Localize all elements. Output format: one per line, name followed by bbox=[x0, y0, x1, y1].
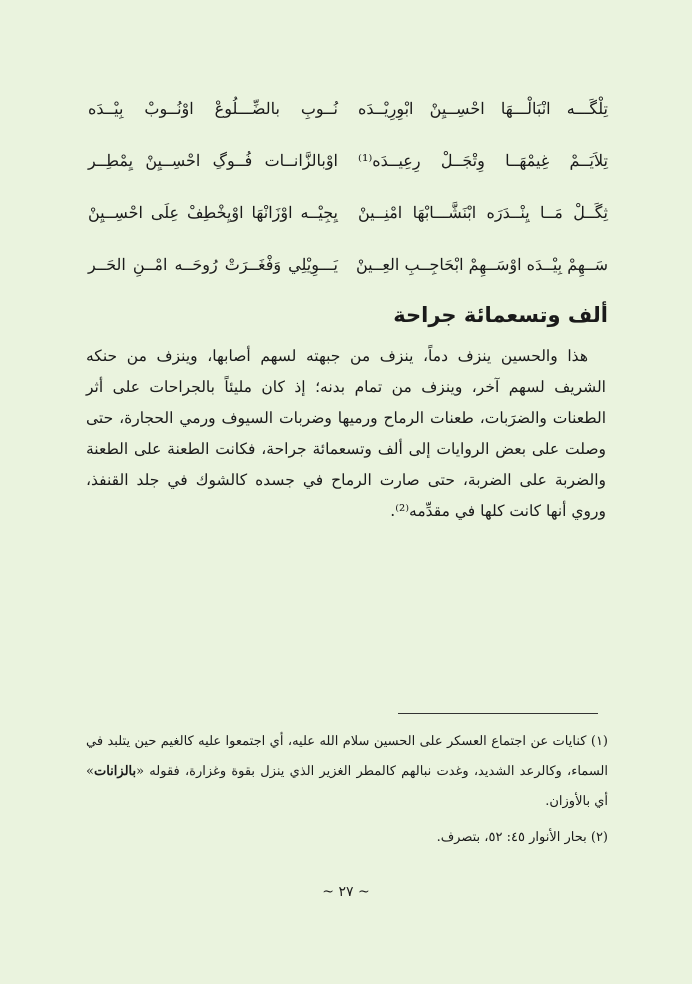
poem bbox=[88, 82, 608, 290]
verse-second-hemistich: اوْبالزَّانــات فُــوگِ احْسِــيِنْ يِمْطِــر bbox=[88, 150, 338, 170]
body-paragraph bbox=[86, 341, 606, 527]
verse-second-hemistich: يَـــوِيْلِي وَفْغَــرَتْ رُوحَــه امْــنِ الحَــر bbox=[88, 254, 338, 274]
verse-first-hemistich: تِلاَيَــمْ غِيمْهَــا وِتْجَــلْ رِعِيــدَه⁽¹⁾ bbox=[358, 150, 608, 170]
footnote-divider bbox=[398, 713, 598, 714]
page-number: ~ ٢٧ ~ bbox=[322, 884, 370, 900]
verse-first-hemistich: سَــهِمْ بِيْــدَه اوْسَــهِمْ ابْحَاجِــبِ العِــينْ bbox=[355, 254, 608, 274]
footnote-1 bbox=[86, 727, 608, 817]
poem-verse bbox=[88, 238, 608, 290]
footnote-2: (٢) بحار الأنوار ٤٥: ٥٢، بتصرف. bbox=[436, 830, 608, 845]
footnote-1-end: » أي بالأوزان. bbox=[86, 764, 608, 809]
section-heading: ألف وتسعمائة جراحة bbox=[393, 303, 608, 327]
footnote-1-text: (١) كنايات عن اجتماع العسكر على الحسين سلام الله عليه، أي اجتمعوا عليه كالغيم حين يتلبد في السماء، وكالرعد الشديد، وغدت نبالهم كالمطر الغزير الذي ينزل بقوة وغزارة، فقوله « bbox=[86, 734, 608, 779]
footnote-1-keyword: بالزانات bbox=[93, 764, 137, 779]
verse-first-hemistich: تِلْگَـــه انْبَالْـــهَا احْسِــيِنْ ابْوِرِيْــدَه bbox=[358, 98, 608, 118]
footnotes bbox=[86, 727, 608, 853]
poem-verse bbox=[88, 134, 608, 186]
verse-second-hemistich: يِجِيْــه اوْزَانْهَا اوْيِخْطِفْ عِلَى احْسِــيِنْ bbox=[88, 202, 338, 222]
poem-verse bbox=[88, 186, 608, 238]
poem-verse bbox=[88, 82, 608, 134]
verse-first-hemistich: ثِگَــلْ مَــا يِنْــدَرَه ابْنَشَّـــابْهَا امْنِــينْ bbox=[358, 202, 608, 222]
verse-second-hemistich: نُــوبِ بالضِّـــلُوعْ اوْنُــوبْ بِيْــدَه bbox=[88, 98, 338, 118]
body-text: هذا والحسين ينزف دماً، ينزف من جبهته لسهم أصابها، وينزف من حنكه الشريف لسهم آخر، وينزف من تمام بدنه؛ إذ كان مليئاً بالجراحات على أثر الطعنات والضرَبات، طعنات الرماح ورميها وضربات السيوف ورمي الحجارة، حتى وصلت على بعض الروايات إلى ألف وتسعمائة جراحة، فكانت الطعنة على الطعنة والضربة على الضربة، حتى صارت الرماح في جسده كالشوك في جلد القنفذ، وروي أنها كانت كلها في مقدِّمه⁽²⁾. bbox=[86, 347, 606, 520]
